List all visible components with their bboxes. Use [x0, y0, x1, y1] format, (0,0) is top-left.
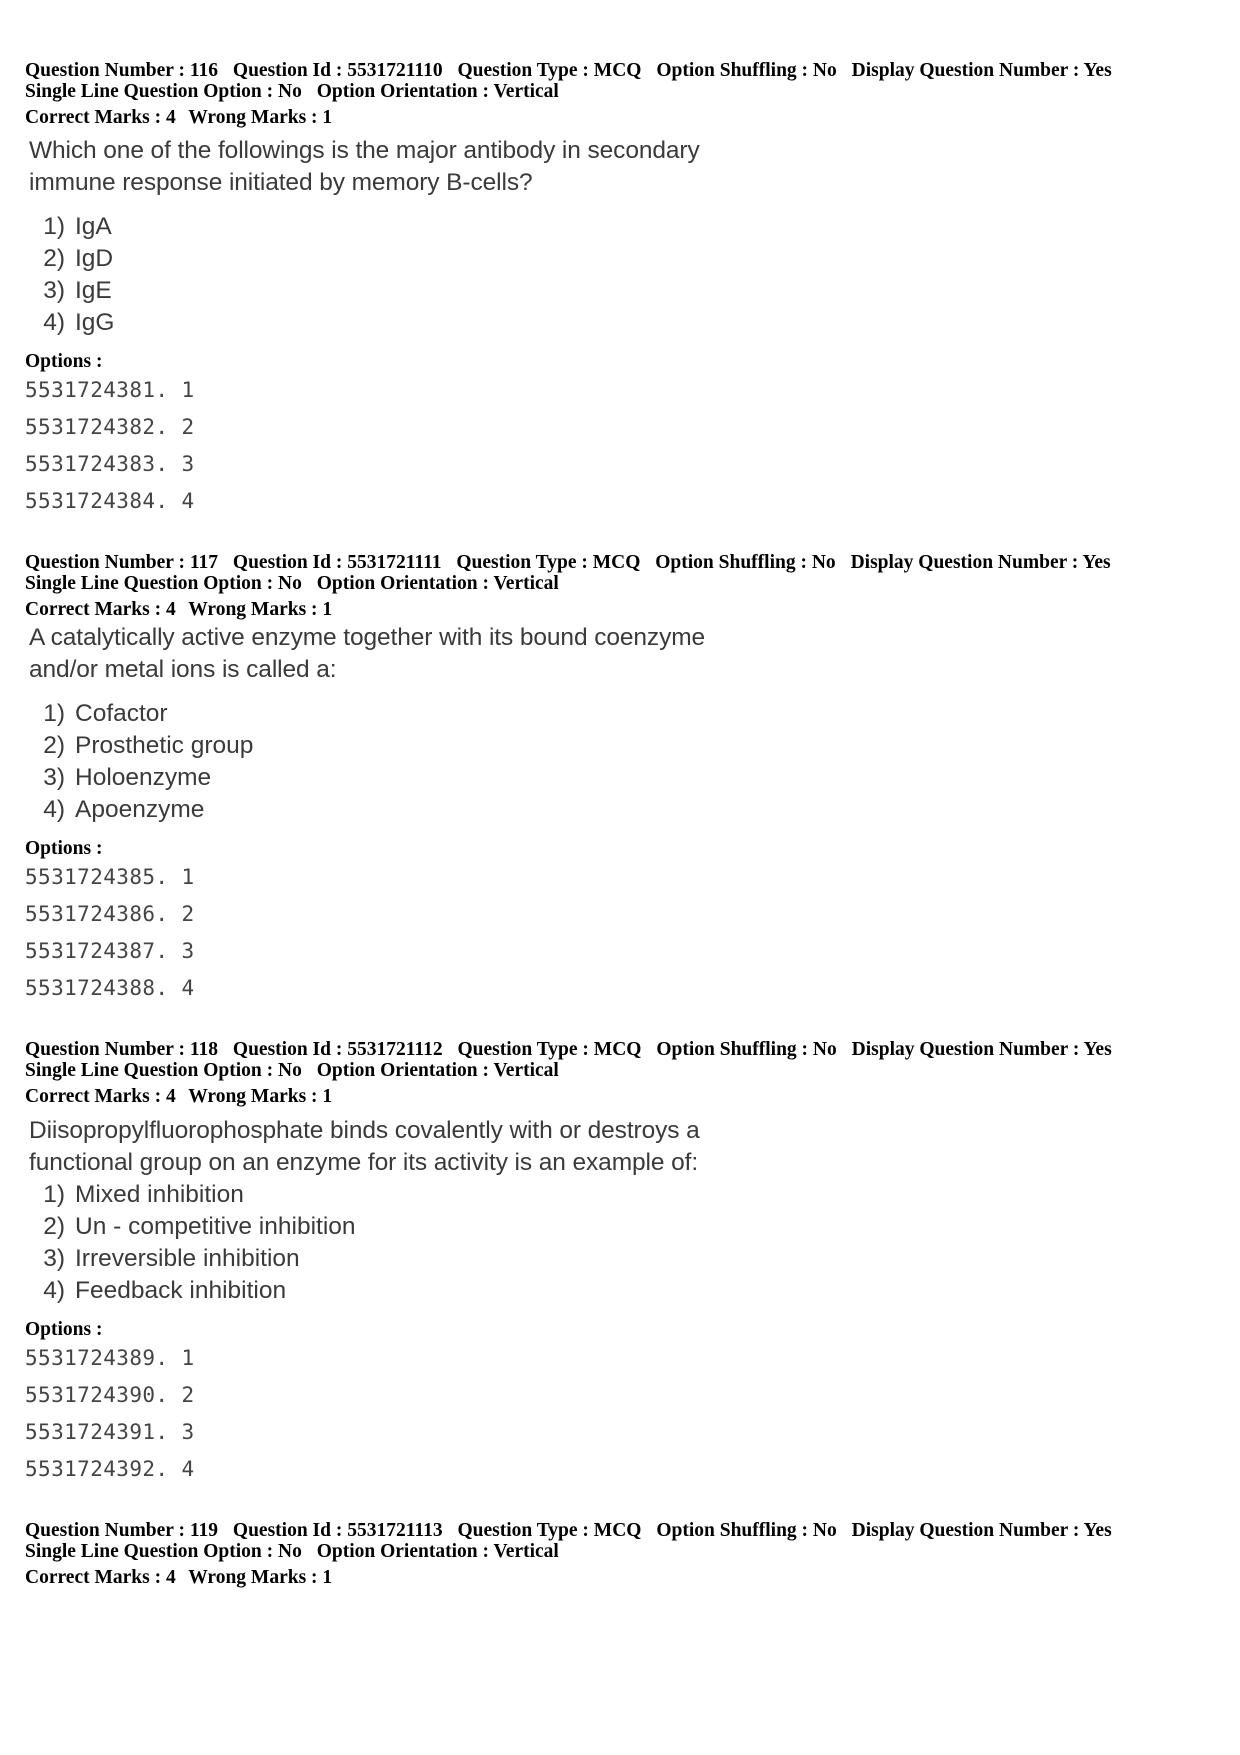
choice-number: 4) — [43, 309, 65, 336]
question-block-117 — [25, 552, 1215, 1007]
option-id-row: 5531724391. 3 — [25, 1420, 195, 1444]
wrong-marks: Wrong Marks : 1 — [188, 599, 333, 620]
option-id-row: 5531724381. 1 — [25, 378, 195, 402]
question-meta-line-2 — [25, 81, 1215, 102]
answer-choices — [29, 1179, 1215, 1307]
single-line-question-option: Single Line Question Option : No — [25, 1541, 302, 1562]
question-text — [29, 135, 1215, 199]
answer-choices — [29, 211, 1215, 339]
choice-text: Feedback inhibition — [75, 1277, 287, 1304]
wrong-marks: Wrong Marks : 1 — [188, 1567, 333, 1588]
option-id-row: 5531724383. 3 — [25, 452, 195, 476]
display-question-number: Display Question Number : Yes — [851, 1520, 1112, 1541]
question-meta-line — [25, 552, 1215, 573]
question-meta-line-2 — [25, 1060, 1215, 1081]
choice-number: 2) — [43, 245, 65, 272]
correct-marks: Correct Marks : 4 — [25, 1567, 176, 1588]
answer-choice — [29, 211, 1215, 243]
question-type: Question Type : MCQ — [456, 552, 641, 573]
choice-number: 3) — [43, 764, 65, 791]
display-question-number: Display Question Number : Yes — [850, 552, 1111, 573]
option-id-row: 5531724387. 3 — [25, 939, 195, 963]
answer-choice — [29, 1275, 1215, 1307]
question-type: Question Type : MCQ — [457, 1520, 642, 1541]
choice-text: Un - competitive inhibition — [75, 1213, 356, 1240]
option-id-row: 5531724382. 2 — [25, 415, 195, 439]
choice-number: 2) — [43, 732, 65, 759]
display-question-number: Display Question Number : Yes — [851, 60, 1112, 81]
question-meta-line — [25, 60, 1215, 81]
choice-number: 4) — [43, 1277, 65, 1304]
answer-choice — [29, 762, 1215, 794]
choice-number: 4) — [43, 796, 65, 823]
choice-text: Irreversible inhibition — [75, 1245, 300, 1272]
answer-choice — [29, 1243, 1215, 1275]
correct-marks: Correct Marks : 4 — [25, 599, 176, 620]
choice-number: 3) — [43, 277, 65, 304]
answer-choice — [29, 307, 1215, 339]
question-text-line: and/or metal ions is called a: — [29, 656, 337, 683]
marks-line — [25, 599, 1215, 620]
question-id: Question Id : 5531721111 — [232, 552, 442, 573]
display-question-number: Display Question Number : Yes — [851, 1039, 1112, 1060]
option-orientation: Option Orientation : Vertical — [316, 81, 559, 102]
option-id-row: 5531724390. 2 — [25, 1383, 195, 1407]
question-type: Question Type : MCQ — [457, 1039, 642, 1060]
question-text-line: Which one of the followings is the major antibody in secondary — [29, 137, 700, 164]
answer-choice — [29, 1179, 1215, 1211]
question-block-116 — [25, 60, 1215, 520]
option-id-row: 5531724389. 1 — [25, 1346, 195, 1370]
question-block-118 — [25, 1039, 1215, 1488]
question-number: Question Number : 119 — [25, 1520, 219, 1541]
question-number: Question Number : 117 — [25, 552, 219, 573]
marks-line — [25, 1086, 1215, 1107]
question-meta-line — [25, 1520, 1215, 1541]
answer-choice — [29, 698, 1215, 730]
option-shuffling: Option Shuffling : No — [656, 1520, 837, 1541]
question-meta-line-2 — [25, 573, 1215, 594]
single-line-question-option: Single Line Question Option : No — [25, 81, 302, 102]
question-id: Question Id : 5531721110 — [232, 60, 443, 81]
choice-number: 1) — [43, 1181, 65, 1208]
choice-text: Prosthetic group — [75, 732, 254, 759]
marks-line — [25, 1567, 1215, 1588]
question-meta-line-2 — [25, 1541, 1215, 1562]
question-type: Question Type : MCQ — [457, 60, 642, 81]
choice-text: IgD — [75, 245, 114, 272]
single-line-question-option: Single Line Question Option : No — [25, 1060, 302, 1081]
question-text-line: functional group on an enzyme for its activity is an example of: — [29, 1149, 699, 1176]
question-image — [29, 622, 1215, 826]
choice-text: Apoenzyme — [75, 796, 205, 823]
option-orientation: Option Orientation : Vertical — [316, 1060, 559, 1081]
question-id: Question Id : 5531721113 — [232, 1520, 443, 1541]
option-orientation: Option Orientation : Vertical — [316, 1541, 559, 1562]
option-id-row: 5531724384. 4 — [25, 489, 195, 513]
choice-text: IgA — [75, 213, 112, 240]
option-shuffling: Option Shuffling : No — [655, 552, 836, 573]
question-number: Question Number : 118 — [25, 1039, 219, 1060]
answer-choice — [29, 243, 1215, 275]
question-block-119 — [25, 1520, 1215, 1588]
answer-choice — [29, 1211, 1215, 1243]
choice-number: 2) — [43, 1213, 65, 1240]
choice-text: Holoenzyme — [75, 764, 212, 791]
choice-text: Mixed inhibition — [75, 1181, 244, 1208]
option-shuffling: Option Shuffling : No — [656, 60, 837, 81]
choice-text: IgG — [75, 309, 115, 336]
options-heading: Options : — [25, 1319, 103, 1340]
answer-choice — [29, 730, 1215, 762]
question-text-line: Diisopropylfluorophosphate binds covalently with or destroys a — [29, 1117, 700, 1144]
option-shuffling: Option Shuffling : No — [656, 1039, 837, 1060]
answer-choice — [29, 275, 1215, 307]
wrong-marks: Wrong Marks : 1 — [188, 107, 333, 128]
option-id-row: 5531724386. 2 — [25, 902, 195, 926]
choice-number: 1) — [43, 213, 65, 240]
options-heading: Options : — [25, 351, 103, 372]
question-text — [29, 622, 1215, 686]
single-line-question-option: Single Line Question Option : No — [25, 573, 302, 594]
question-text-line: A catalytically active enzyme together with its bound coenzyme — [29, 624, 706, 651]
option-id-row: 5531724385. 1 — [25, 865, 195, 889]
question-meta-line — [25, 1039, 1215, 1060]
options-heading: Options : — [25, 838, 103, 859]
option-orientation: Option Orientation : Vertical — [316, 573, 559, 594]
question-text-line: immune response initiated by memory B-cells? — [29, 169, 533, 196]
option-id-row: 5531724392. 4 — [25, 1457, 195, 1481]
choice-text: Cofactor — [75, 700, 168, 727]
answer-choices — [29, 698, 1215, 826]
correct-marks: Correct Marks : 4 — [25, 107, 176, 128]
wrong-marks: Wrong Marks : 1 — [188, 1086, 333, 1107]
question-id: Question Id : 5531721112 — [232, 1039, 443, 1060]
choice-number: 3) — [43, 1245, 65, 1272]
question-text — [29, 1115, 1215, 1179]
question-number: Question Number : 116 — [25, 60, 219, 81]
choice-text: IgE — [75, 277, 112, 304]
question-paper-page — [25, 60, 1215, 1588]
option-id-row: 5531724388. 4 — [25, 976, 195, 1000]
correct-marks: Correct Marks : 4 — [25, 1086, 176, 1107]
choice-number: 1) — [43, 700, 65, 727]
answer-choice — [29, 794, 1215, 826]
question-image — [29, 135, 1215, 339]
question-image — [29, 1115, 1215, 1307]
marks-line — [25, 107, 1215, 128]
